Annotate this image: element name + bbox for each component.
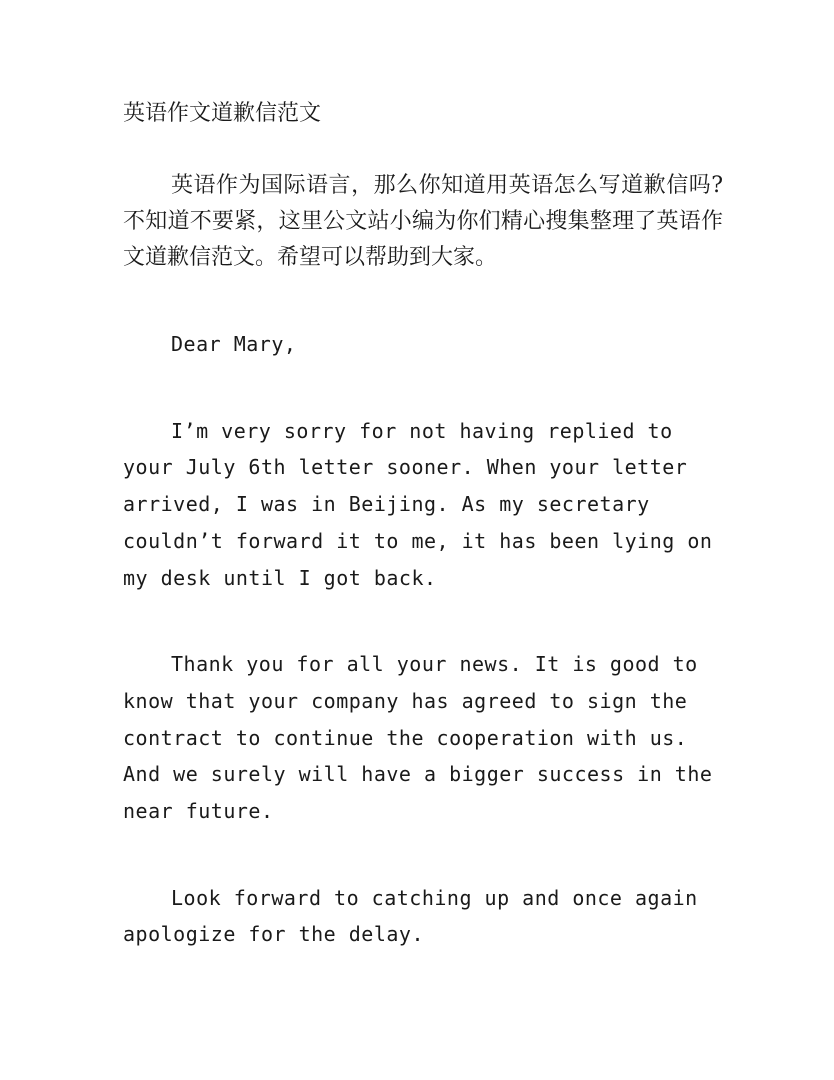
letter-salutation: Dear Mary, — [171, 332, 297, 356]
letter-paragraph-2: Thank you for all your news. It is good to know that your company has agreed to sign the contract to continue the cooperation with us. And we surely will have a bigger success in the near future. — [123, 652, 725, 824]
intro-paragraph: 英语作为国际语言，那么你知道用英语怎么写道歉信吗?不知道不要紧，这里公文站小编为你们精心搜集整理了英语作文道歉信范文。希望可以帮助到大家。 — [123, 173, 723, 270]
letter-paragraph-1: I’m very sorry for not having replied to your July 6th letter sooner. When your letter arrived, I was in Beijing. As my secretary couldn’t forward it to me, it has been lying on my desk until I got back. — [123, 418, 725, 590]
document-title: 英语作文道歉信范文 — [123, 101, 322, 126]
letter-paragraph-3: Look forward to catching up and once again apologize for the delay. — [123, 885, 711, 947]
document-page — [123, 96, 723, 953]
